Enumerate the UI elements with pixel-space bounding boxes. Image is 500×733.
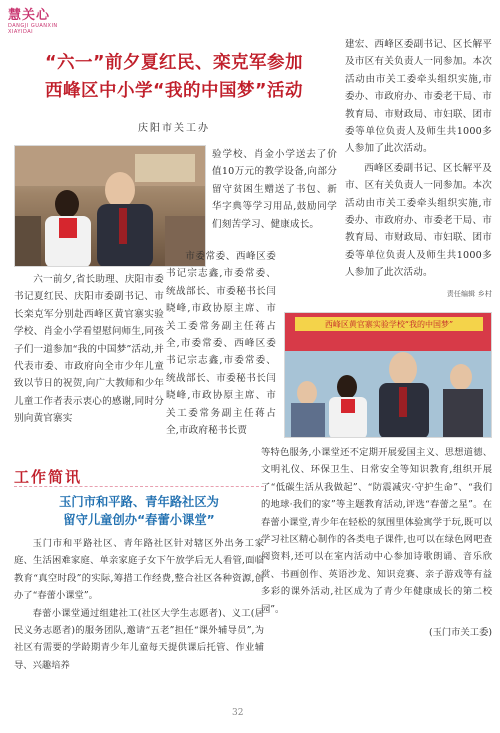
section-divider	[14, 486, 264, 487]
article-text-col-top	[212, 146, 337, 233]
article-byline: 庆阳市关工办	[138, 123, 210, 134]
photo2-illustration	[285, 313, 492, 438]
article-paragraph-right-1: 建宏、西峰区委副书记、区长解平及市区有关负责人一同参加。本次活动由市关工委牵头组织实施,市委办、市政府办、市委老干局、市教育局、市财政局、市妇联、团市委等单位负责人及师生共1000多人参加了此次活动。	[345, 39, 492, 155]
photo2-banner-text: 西峰区黄官寨实验学校“我的中国梦”	[324, 320, 454, 329]
page-number: 32	[232, 708, 244, 718]
article-text-right	[345, 36, 492, 303]
brief-paragraph-1: 玉门市和平路社区、青年路社区针对辖区外出务工家庭、生活困难家庭、单亲家庭子女下午放学后无人看管,面临教育“真空时段”的实际,筹措工作经费,整合社区各种资源,创办了“春蕾小课堂”。	[14, 538, 264, 602]
article-text-top: 验学校、肖金小学送去了价值10万元的教学设备,向部分留守贫困生赠送了书包、新华字典等学习用品,鼓励同学们刻苦学习、健康成长。	[212, 149, 337, 230]
brief-title-line1: 玉门市和平路、青年路社区为	[59, 495, 219, 509]
logo-sub-2: XIAYIDAI	[8, 29, 34, 35]
article-title-line2: 西峰区中小学“我的中国梦”活动	[44, 81, 303, 101]
article-paragraph-right-2: 西峰区委副书记、区长解平及市、区有关负责人一同参加。本次活动由市关工委牵头组织实施,市委办、市政府办、市委老干局、市教育局、市财政局、市妇联、团市委等单位负责人及师生共1000多人参加了此次活动。	[345, 162, 492, 279]
photo-activity-banner	[284, 312, 492, 438]
logo-sub-1: DANGJI GUANXIN	[8, 23, 58, 29]
brief-source: (玉门市关工委)	[428, 627, 492, 639]
logo-text: 慧关心	[8, 8, 51, 23]
brief-paragraph-2: 春蕾小课堂通过组建社工(社区大学生志愿者)、义工(居民义务志愿者)的服务团队,邀请“五老”担任“课外辅导员”,为社区有需要的学龄期青少年儿童每天提供课后托管、作业辅导、兴趣培养	[14, 607, 264, 671]
masthead-logo	[8, 4, 98, 38]
article-text-middle	[166, 248, 276, 458]
article-title-line1: “六一”前夕夏红民、栾克军参加	[44, 53, 303, 73]
brief-text-right	[261, 444, 492, 641]
section-title: 工作简讯	[14, 468, 83, 486]
article-paragraph-1: 六一前夕,省长助理、庆阳市委书记夏红民、庆阳市委副书记、市长栾克军分别赴西峰区黄官寨实验学校、肖金小学看望慰问师生,同孩子们一道参加“我的中国梦”活动,并代表市委、市政府向全市少年儿童致以节日的祝贺,向广大教师和少年儿童工作者表示衷心的感谢,同时分别向黄官寨实	[14, 274, 164, 425]
article-paragraph-mid: 市委常委、西峰区委书记宗志鑫,市委常委、统战部长、市委秘书长闫晓峰,市政协原主席、市关工委常务副主任蒋占全,市委常委、西峰区委书记宗志鑫,市委常委、统战部长、市委秘书长闫晓峰,市政协原主席、市关工委常务副主任蒋占全,市政府秘书长贾	[166, 251, 276, 437]
brief-text-left	[14, 535, 264, 674]
brief-paragraph-3: 等特色服务,小课堂还不定期开展爱国主义、思想道德、文明礼仪、环保卫生、日常安全等知识教育,组织开展了“低碳生活从我做起”、“防震减灾·守护生命”、“我们的地球·我们的家”等主题教育活动,评选“春蕾之星”。在春蕾小课堂,青少年在轻松的氛围里体验寓学于玩,既可以学习社区精心制作的各类电子课件,也可以在绿色网吧查阅资料,还可以在室内活动中心参加诗歌朗诵、音乐欣赏、书画创作、英语沙龙、知识竞赛、亲子游戏等有益多彩的课外活动,社区成为了青少年健康成长的第二校园”。	[261, 447, 492, 615]
article-text-left	[14, 271, 164, 428]
article-editor: 责任编辑 乡村	[446, 289, 492, 298]
brief-title-line2: 留守儿童创办“春蕾小课堂”	[63, 513, 215, 527]
